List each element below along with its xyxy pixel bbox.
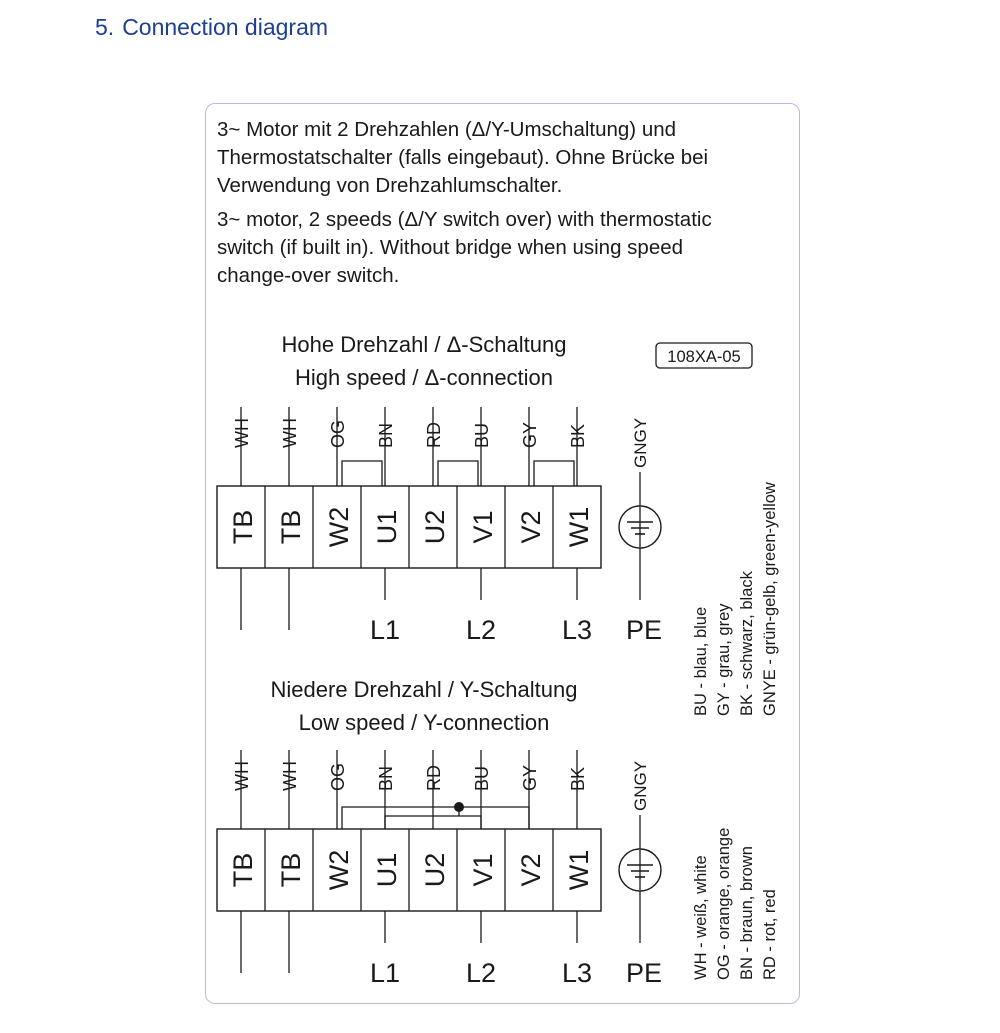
earth-label: PE	[625, 958, 663, 988]
wire-color-label: RD	[424, 765, 444, 791]
high-speed-title-en: High speed / Δ-connection	[294, 365, 554, 390]
description-line: Verwendung von Drehzahlumschalter.	[217, 174, 563, 197]
wire-color-label: OG	[328, 419, 348, 448]
wire-color-label: WH	[280, 761, 300, 791]
legend-entry: BK - schwarz, black	[738, 571, 756, 716]
terminal-label: V2	[516, 510, 546, 544]
earth-wire-label: GNGY	[631, 417, 650, 468]
terminal-label: TB	[228, 852, 258, 888]
high-speed-terminal-block	[217, 407, 662, 645]
star-point	[454, 802, 464, 812]
description-line: 3~ Motor mit 2 Drehzahlen (Δ/Y-Umschaltung) und	[217, 118, 677, 141]
wire-color-label: RD	[424, 422, 444, 448]
legend-entry: OG - orange, orange	[715, 827, 733, 980]
earth-wire-label: GNGY	[631, 760, 650, 811]
description-line: switch (if built in). Without bridge when using speed	[217, 236, 684, 259]
wire-color-label: WH	[232, 418, 252, 448]
wire-color-label: BU	[472, 422, 492, 448]
terminal-label: TB	[276, 852, 306, 888]
terminal-label: U1	[372, 852, 402, 888]
terminal-label: V1	[468, 510, 498, 544]
terminal-label: U2	[420, 509, 450, 545]
star-bridge	[342, 807, 529, 829]
terminal-label: V2	[516, 853, 546, 887]
legend-entry: WH - weiß, white	[692, 855, 710, 980]
terminal-label: W2	[324, 506, 354, 548]
wire-color-label: BN	[376, 765, 396, 791]
phase-label: L2	[465, 958, 497, 988]
delta-bridge	[438, 461, 478, 486]
phase-label: L3	[561, 958, 593, 988]
section-number: 5.	[95, 14, 115, 40]
wire-color-label: WH	[232, 761, 252, 791]
terminal-label: U2	[420, 852, 450, 888]
legend-entry: GNYE - grün-gelb, green-yellow	[761, 482, 779, 716]
low-speed-terminal-block	[217, 750, 662, 988]
wire-color-label: GY	[520, 764, 540, 791]
delta-bridge	[342, 461, 382, 486]
terminal-label: W1	[564, 506, 594, 548]
terminal-label: W1	[564, 849, 594, 891]
low-speed-title-de: Niedere Drehzahl / Y-Schaltung	[270, 677, 578, 702]
section-title: Connection diagram	[122, 14, 329, 40]
terminal-label: TB	[276, 509, 306, 545]
phase-label: L2	[465, 615, 497, 645]
wire-color-label: GY	[520, 421, 540, 448]
low-speed-title-en: Low speed / Y-connection	[298, 710, 550, 735]
wire-color-legend-a	[692, 482, 779, 716]
earth-label: PE	[625, 615, 663, 645]
phase-label: L1	[369, 615, 401, 645]
model-code: 108XA-05	[667, 348, 741, 366]
phase-label: L1	[369, 958, 401, 988]
description-line: change-over switch.	[217, 264, 400, 287]
legend-entry: GY - grau, grey	[715, 603, 733, 716]
description-line: Thermostatschalter (falls eingebaut). Ohne Brücke bei	[217, 146, 709, 169]
wire-color-legend-b	[692, 828, 779, 980]
phase-label: L3	[561, 615, 593, 645]
wire-color-label: BK	[568, 423, 588, 448]
wire-color-label: BK	[568, 766, 588, 791]
wire-color-label: BN	[376, 422, 396, 448]
wire-color-label: OG	[328, 762, 348, 791]
description-line: 3~ motor, 2 speeds (Δ/Y switch over) with thermostatic	[217, 208, 712, 231]
terminal-label: U1	[372, 509, 402, 545]
terminal-label: V1	[468, 853, 498, 887]
delta-bridge	[534, 461, 574, 486]
legend-entry: RD - rot, red	[761, 889, 779, 980]
legend-entry: BU - blau, blue	[692, 606, 710, 716]
wire-color-label: BU	[472, 765, 492, 791]
legend-entry: BN - braun, brown	[738, 846, 756, 980]
wire-color-label: WH	[280, 418, 300, 448]
terminal-label: W2	[324, 849, 354, 891]
terminal-label: TB	[228, 509, 258, 545]
high-speed-title-de: Hohe Drehzahl / Δ-Schaltung	[281, 332, 567, 357]
